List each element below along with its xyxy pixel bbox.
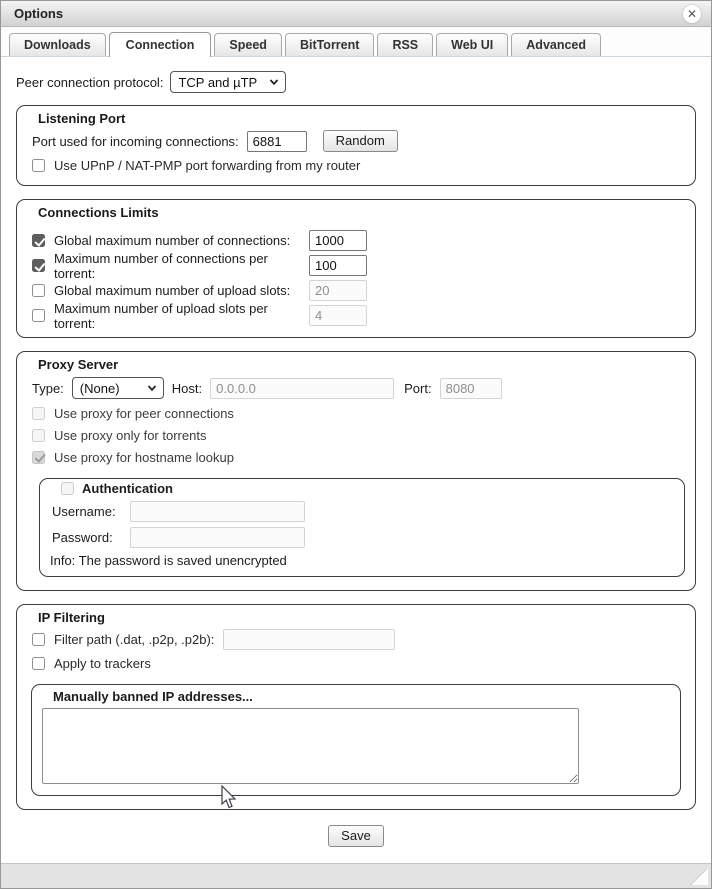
proxy-only-torrents-checkbox <box>32 429 45 442</box>
connection-panel <box>1 57 711 847</box>
tab-advanced[interactable]: Advanced <box>511 33 601 56</box>
ip-filtering-fieldset <box>16 604 696 810</box>
proxy-hostname-lookup-checkbox <box>32 451 45 464</box>
banned-ips-fieldset <box>31 684 681 796</box>
connections-limits-legend: Connections Limits <box>33 205 164 220</box>
upnp-label: Use UPnP / NAT-PMP port forwarding from my router <box>54 157 361 173</box>
proxy-peer-connections-row <box>32 402 685 424</box>
upnp-checkbox[interactable] <box>32 159 45 172</box>
banned-ips-textarea[interactable] <box>42 708 579 784</box>
proxy-port-label: Port: <box>404 380 432 396</box>
incoming-port-input[interactable] <box>247 131 307 152</box>
proxy-type-select[interactable] <box>72 377 164 399</box>
upload-slots-per-torrent-checkbox[interactable] <box>32 309 45 322</box>
authentication-checkbox <box>61 482 74 495</box>
apply-trackers-label: Apply to trackers <box>54 655 151 671</box>
global-connections-input[interactable] <box>309 230 367 251</box>
upload-slots-per-torrent-label: Maximum number of upload slots per torrent: <box>54 300 268 331</box>
proxy-type-label: Type: <box>32 380 64 396</box>
resize-grip-icon[interactable] <box>691 868 708 885</box>
connections-per-torrent-checkbox[interactable] <box>32 259 45 272</box>
proxy-port-input <box>440 378 502 399</box>
proxy-address-row <box>32 374 685 402</box>
filter-path-input <box>223 629 395 650</box>
proxy-host-label: Host: <box>171 380 203 396</box>
listening-port-legend: Listening Port <box>33 111 130 126</box>
limit-row-upload-slots-per-torrent <box>32 300 685 331</box>
authentication-legend-text: Authentication <box>82 481 173 496</box>
random-port-button[interactable]: Random <box>323 130 398 152</box>
global-connections-checkbox[interactable] <box>32 234 45 247</box>
apply-trackers-checkbox[interactable] <box>32 657 45 670</box>
tab-rss[interactable]: RSS <box>377 33 433 56</box>
connections-per-torrent-input[interactable] <box>309 255 367 276</box>
upnp-row <box>32 154 685 176</box>
save-button[interactable]: Save <box>328 825 384 847</box>
save-row <box>16 825 696 847</box>
proxy-peer-connections-label: Use proxy for peer connections <box>54 405 234 421</box>
password-label: Password: <box>52 529 113 545</box>
peer-protocol-value: TCP and µTP <box>178 74 258 90</box>
proxy-hostname-lookup-label: Use proxy for hostname lookup <box>54 449 234 465</box>
dialog-title: Options <box>14 6 64 21</box>
listening-port-fieldset <box>16 105 696 186</box>
proxy-only-torrents-label: Use proxy only for torrents <box>54 427 207 443</box>
tab-strip <box>1 27 711 57</box>
proxy-hostname-lookup-row <box>32 446 685 468</box>
password-input <box>130 527 305 548</box>
incoming-port-row <box>32 128 685 154</box>
tab-webui[interactable]: Web UI <box>436 33 508 56</box>
tab-connection[interactable]: Connection <box>109 32 212 57</box>
title-bar <box>1 1 711 27</box>
global-upload-slots-label: Global maximum number of upload slots: <box>54 283 291 298</box>
username-label: Username: <box>52 503 116 519</box>
proxy-peer-connections-checkbox <box>32 407 45 420</box>
ip-filtering-legend: IP Filtering <box>33 610 110 625</box>
limit-row-connections-per-torrent <box>32 250 685 281</box>
username-row <box>52 498 674 524</box>
password-row <box>52 524 674 550</box>
authentication-fieldset <box>39 478 685 577</box>
incoming-port-label: Port used for incoming connections: <box>32 133 239 149</box>
apply-trackers-row <box>32 652 685 674</box>
peer-protocol-row <box>16 71 696 93</box>
proxy-only-torrents-row <box>32 424 685 446</box>
global-connections-label: Global maximum number of connections: <box>54 233 291 248</box>
connections-per-torrent-label: Maximum number of connections per torrent: <box>54 250 268 281</box>
chevron-down-icon <box>269 77 279 87</box>
proxy-server-fieldset <box>16 351 696 591</box>
banned-ips-legend: Manually banned IP addresses... <box>48 689 258 704</box>
close-icon[interactable]: ✕ <box>683 5 701 23</box>
tab-speed[interactable]: Speed <box>214 33 282 56</box>
proxy-host-input <box>210 378 394 399</box>
username-input <box>130 501 305 522</box>
limit-row-global-connections <box>32 228 685 253</box>
chevron-down-icon <box>147 383 157 393</box>
peer-protocol-label: Peer connection protocol: <box>16 74 164 90</box>
bottom-resize-bar <box>1 863 711 888</box>
filter-path-row <box>32 627 685 652</box>
peer-protocol-select[interactable] <box>170 71 286 93</box>
upload-slots-per-torrent-input <box>309 305 367 326</box>
global-upload-slots-input <box>309 280 367 301</box>
tab-bittorrent[interactable]: BitTorrent <box>285 33 375 56</box>
limit-row-global-upload-slots <box>32 278 685 303</box>
filter-path-checkbox[interactable] <box>32 633 45 646</box>
password-info-text: Info: The password is saved unencrypted <box>50 553 287 568</box>
global-upload-slots-checkbox[interactable] <box>32 284 45 297</box>
authentication-legend <box>56 481 178 496</box>
tab-downloads[interactable]: Downloads <box>9 33 106 56</box>
proxy-type-value: (None) <box>79 380 120 396</box>
filter-path-label: Filter path (.dat, .p2p, .p2b): <box>54 632 215 647</box>
connections-limits-fieldset <box>16 199 696 338</box>
proxy-server-legend: Proxy Server <box>33 357 123 372</box>
